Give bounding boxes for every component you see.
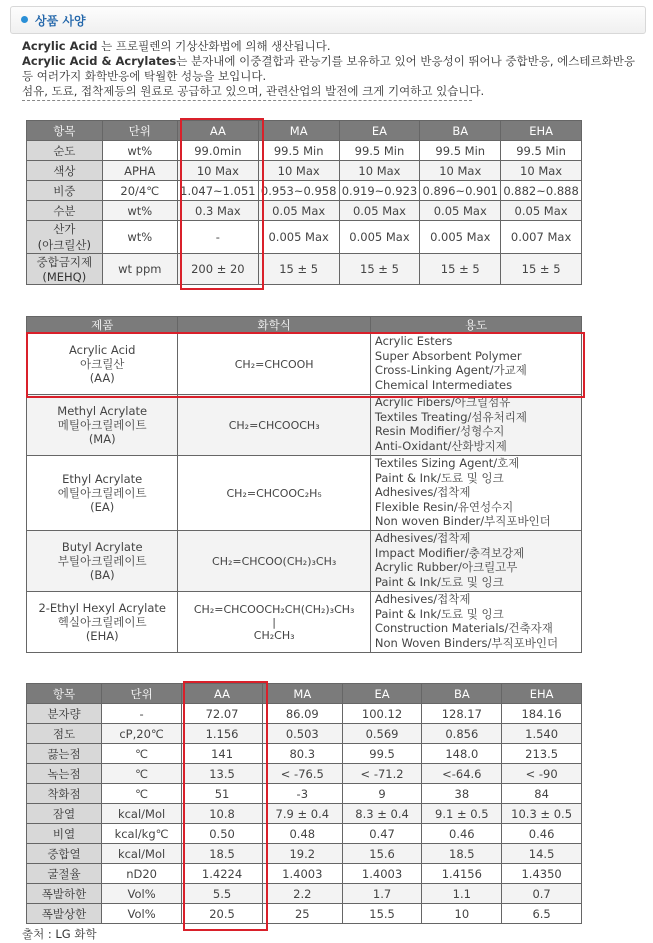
table-cell: 1.4156: [422, 864, 502, 884]
table-cell: 1.540: [502, 724, 582, 744]
table-cell: 0.005 Max: [339, 221, 420, 254]
table-cell: 25: [262, 904, 342, 924]
row-label: 분자량: [27, 704, 102, 724]
header-row: [27, 317, 582, 334]
product-code: (EA): [90, 500, 115, 514]
table-cell: ℃: [101, 784, 181, 804]
column-header: EA: [342, 684, 422, 704]
product-name-ko: 에틸아크릴레이트: [57, 486, 147, 500]
table-cell: 51: [182, 784, 263, 804]
product-name-en: Butyl Acrylate: [61, 540, 143, 554]
table-cell: wt%: [102, 201, 177, 221]
table-cell: 0.46: [502, 824, 582, 844]
table-cell: 1.4224: [182, 864, 263, 884]
table-cell: 5.5: [182, 884, 263, 904]
use-item: Textiles Treating/섬유처리제: [374, 409, 527, 424]
use-item: Anti-Oxidant/산화방지제: [374, 438, 507, 453]
product-name-cell: [27, 395, 178, 456]
row-label: 착화점: [27, 784, 102, 804]
formula-cell: [178, 456, 371, 531]
row-label: 비중: [27, 181, 103, 201]
divider: [22, 100, 472, 101]
table-cell: 99.5 Min: [339, 141, 420, 161]
table-cell: 148.0: [422, 744, 502, 764]
table-cell: 0.882~0.888: [501, 181, 582, 201]
table-cell: 99.5 Min: [501, 141, 582, 161]
chemical-formula: CH₂=CHCOO(CH₂)₃CH₃: [212, 554, 337, 568]
row-label: 굴절율: [27, 864, 102, 884]
table-cell: 0.005 Max: [420, 221, 501, 254]
table-cell: 13.5: [182, 764, 263, 784]
row-label: 색상: [27, 161, 103, 181]
product-name-cell: [27, 334, 178, 395]
column-header: AA: [177, 121, 258, 141]
column-header: EHA: [502, 684, 582, 704]
table-cell: 14.5: [502, 844, 582, 864]
section-title: 상품 사양: [35, 14, 86, 28]
table-cell: 10 Max: [339, 161, 420, 181]
table-cell: 2.2: [262, 884, 342, 904]
product-row: [27, 334, 582, 395]
use-item: Textiles Sizing Agent/호제: [374, 456, 520, 470]
table-row: [27, 254, 582, 285]
table-cell: kcal/Mol: [101, 804, 181, 824]
table-cell: 99.5 Min: [420, 141, 501, 161]
table-cell: 9: [342, 784, 422, 804]
use-item: Impact Modifier/충격보강제: [374, 545, 525, 560]
table-cell: -: [177, 221, 258, 254]
formula-cell: [178, 395, 371, 456]
table-cell: -: [101, 704, 181, 724]
table-cell: 0.05 Max: [501, 201, 582, 221]
product-row: [27, 456, 582, 531]
table-cell: 15.6: [342, 844, 422, 864]
table-cell: 1.1: [422, 884, 502, 904]
use-item: Non Woven Binders/부직포바인더: [374, 635, 559, 650]
table-cell: cP,20℃: [101, 724, 181, 744]
table-cell: 0.05 Max: [420, 201, 501, 221]
table-cell: 141: [182, 744, 263, 764]
row-label: 순도: [27, 141, 103, 161]
use-item: Super Absorbent Polymer: [374, 348, 522, 363]
row-label: 끓는점: [27, 744, 102, 764]
table-cell: 15 ± 5: [420, 254, 501, 285]
intro-line-1: Acrylic Acid 는 프로필렌의 기상산화법에 의해 생산됩니다.: [22, 39, 331, 53]
table-cell: kcal/kg℃: [101, 824, 181, 844]
table-cell: 8.3 ± 0.4: [342, 804, 422, 824]
table-cell: 0.7: [502, 884, 582, 904]
table-row: [27, 161, 582, 181]
table-row: [27, 784, 582, 804]
use-item: Acrylic Esters: [374, 334, 453, 348]
table-row: [27, 844, 582, 864]
column-header: 항목: [27, 684, 102, 704]
row-label: 점도: [27, 724, 102, 744]
table-cell: 184.16: [502, 704, 582, 724]
table-row: [27, 201, 582, 221]
table-cell: wt ppm: [102, 254, 177, 285]
table-cell: 1.4003: [262, 864, 342, 884]
table-cell: 18.5: [422, 844, 502, 864]
table-cell: 72.07: [182, 704, 263, 724]
table-row: [27, 744, 582, 764]
table-cell: 15 ± 5: [258, 254, 339, 285]
product-row: [27, 531, 582, 592]
table-cell: 0.05 Max: [258, 201, 339, 221]
column-header: BA: [420, 121, 501, 141]
section-title-bar: [10, 6, 646, 34]
table-cell: 0.953~0.958: [258, 181, 339, 201]
column-header: MA: [258, 121, 339, 141]
property-table: [26, 683, 582, 924]
product-name-cell: [27, 531, 178, 592]
table-cell: 100.12: [342, 704, 422, 724]
product-name-ko: 메틸아크릴레이트: [57, 418, 147, 432]
table-cell: 15 ± 5: [501, 254, 582, 285]
uses-cell: [370, 531, 581, 592]
table-cell: 10 Max: [258, 161, 339, 181]
table-cell: 213.5: [502, 744, 582, 764]
table-row: [27, 884, 582, 904]
table-cell: ℃: [101, 764, 181, 784]
use-item: Paint & Ink/도료 및 잉크: [374, 574, 504, 589]
table-cell: 1.7: [342, 884, 422, 904]
use-item: Acrylic Fibers/아크릴섬유: [374, 395, 511, 409]
uses-cell: [370, 456, 581, 531]
table-cell: 0.919~0.923: [339, 181, 420, 201]
table-cell: Vol%: [101, 904, 181, 924]
row-label: 잠열: [27, 804, 102, 824]
column-header: 항목: [27, 121, 103, 141]
table-cell: 10.3 ± 0.5: [502, 804, 582, 824]
table-cell: 20.5: [182, 904, 263, 924]
use-item: Flexible Resin/유연성수지: [374, 499, 514, 514]
table-cell: 19.2: [262, 844, 342, 864]
chemical-formula: CH₂=CHCOOCH₃: [228, 418, 320, 432]
table-cell: 99.5 Min: [258, 141, 339, 161]
product-name-ko: 부틸아크릴레이트: [57, 554, 147, 568]
formula-cell: [178, 334, 371, 395]
formula-cell: [178, 592, 371, 653]
table-cell: 1.4003: [342, 864, 422, 884]
table-row: [27, 864, 582, 884]
row-label: 산가 (아크릴산): [27, 221, 103, 254]
table-cell: 0.503: [262, 724, 342, 744]
use-item: Chemical Intermediates: [374, 377, 513, 392]
table-row: [27, 804, 582, 824]
use-item: Adhesives/접착제: [374, 592, 471, 606]
table-cell: 10 Max: [420, 161, 501, 181]
table-cell: wt%: [102, 141, 177, 161]
table-cell: 10: [422, 904, 502, 924]
spec-table: [26, 120, 582, 285]
table-row: [27, 181, 582, 201]
product-code: (MA): [88, 432, 116, 446]
formula-cell: [178, 531, 371, 592]
chemical-formula: CH₂=CHCOOC₂H₅: [226, 486, 322, 500]
use-item: Paint & Ink/도료 및 잉크: [374, 606, 504, 621]
table-cell: 15 ± 5: [339, 254, 420, 285]
product-name-ko: 헥실아크릴레이트: [57, 615, 147, 629]
product-name-cell: [27, 592, 178, 653]
table-cell: 20/4℃: [102, 181, 177, 201]
table-cell: 7.9 ± 0.4: [262, 804, 342, 824]
table-cell: 18.5: [182, 844, 263, 864]
column-header: 제품: [27, 317, 178, 334]
table-cell: 128.17: [422, 704, 502, 724]
table-cell: 0.005 Max: [258, 221, 339, 254]
table-cell: 10.8: [182, 804, 263, 824]
use-item: Acrylic Rubber/아크릴고무: [374, 560, 518, 574]
column-header: 단위: [102, 121, 177, 141]
row-label: 녹는점: [27, 764, 102, 784]
product-name-en: Methyl Acrylate: [57, 404, 148, 418]
product-code: (EHA): [85, 629, 119, 643]
use-item: Construction Materials/건축자재: [374, 621, 553, 635]
product-name-ko: 아크릴산: [79, 357, 125, 371]
table-cell: 0.007 Max: [501, 221, 582, 254]
use-item: Non woven Binder/부직포바인더: [374, 514, 551, 528]
table-cell: 0.05 Max: [339, 201, 420, 221]
table-cell: < -76.5: [262, 764, 342, 784]
table-cell: 0.856: [422, 724, 502, 744]
bullet-icon: [21, 16, 28, 23]
table-cell: ℃: [101, 744, 181, 764]
row-label: 수분: [27, 201, 103, 221]
column-header: MA: [262, 684, 342, 704]
table-cell: 99.5: [342, 744, 422, 764]
table-cell: 0.569: [342, 724, 422, 744]
table-cell: 9.1 ± 0.5: [422, 804, 502, 824]
column-header: EHA: [501, 121, 582, 141]
table-cell: nD20: [101, 864, 181, 884]
column-header: 용도: [370, 317, 581, 334]
table-row: [27, 764, 582, 784]
table-row: [27, 724, 582, 744]
table-cell: 1.047~1.051: [177, 181, 258, 201]
header-row: [27, 684, 582, 704]
product-row: [27, 395, 582, 456]
column-header: AA: [182, 684, 263, 704]
table-cell: Vol%: [101, 884, 181, 904]
table-cell: 0.46: [422, 824, 502, 844]
product-name-en: Acrylic Acid: [69, 343, 136, 357]
table-cell: < -90: [502, 764, 582, 784]
row-label: 비열: [27, 824, 102, 844]
use-item: Adhesives/접착제: [374, 531, 471, 545]
row-label: 폭발상한: [27, 904, 102, 924]
row-label: 중합열: [27, 844, 102, 864]
table-cell: 0.48: [262, 824, 342, 844]
table-cell: < -71.2: [342, 764, 422, 784]
table-row: [27, 704, 582, 724]
product-name-en: Ethyl Acrylate: [62, 472, 143, 486]
column-header: BA: [422, 684, 502, 704]
use-item: Resin Modifier/성형수지: [374, 424, 505, 438]
source-note: 출처 : LG 화학: [22, 927, 97, 941]
product-code: (BA): [89, 568, 115, 582]
table-cell: 1.4350: [502, 864, 582, 884]
table-row: [27, 904, 582, 924]
table-cell: <-64.6: [422, 764, 502, 784]
intro-text: [22, 39, 637, 99]
table-cell: 38: [422, 784, 502, 804]
table-cell: APHA: [102, 161, 177, 181]
intro-line-3: 섬유, 도료, 접착제등의 원료로 공급하고 있으며, 관련산업의 발전에 크게 기여하고 있습니다.: [22, 84, 485, 98]
chemical-formula: CH₂=CHCOOH: [234, 357, 314, 371]
table-cell: 200 ± 20: [177, 254, 258, 285]
row-label: 중합금지제 (MEHQ): [27, 254, 103, 285]
product-name-en: 2-Ethyl Hexyl Acrylate: [38, 601, 166, 615]
table-cell: 0.3 Max: [177, 201, 258, 221]
use-item: Cross-Linking Agent/가교제: [374, 363, 527, 377]
uses-cell: [370, 395, 581, 456]
table-cell: 0.896~0.901: [420, 181, 501, 201]
header-row: [27, 121, 582, 141]
use-item: Paint & Ink/도료 및 잉크: [374, 470, 504, 485]
table-row: [27, 141, 582, 161]
uses-cell: [370, 592, 581, 653]
table-cell: 6.5: [502, 904, 582, 924]
table-cell: 99.0min: [177, 141, 258, 161]
table-cell: -3: [262, 784, 342, 804]
column-header: EA: [339, 121, 420, 141]
intro-line-2: Acrylic Acid & Acrylates는 분자내에 이중결합과 관능기를 보유하고 있어 반응성이 뛰어나 중합반응, 에스테르화반응 등 여러가지 화학반응에 탁월한 성능을 보입니다.: [22, 54, 635, 83]
chemical-formula: CH₂=CHCOOCH₂CH(CH₂)₃CH₃ | CH₂CH₃: [193, 602, 355, 642]
table-cell: 80.3: [262, 744, 342, 764]
column-header: 단위: [101, 684, 181, 704]
table-cell: 0.50: [182, 824, 263, 844]
row-label: 폭발하한: [27, 884, 102, 904]
table-cell: kcal/Mol: [101, 844, 181, 864]
product-code: (AA): [89, 371, 115, 385]
uses-cell: [370, 334, 581, 395]
table-cell: 15.5: [342, 904, 422, 924]
table-cell: 86.09: [262, 704, 342, 724]
product-row: [27, 592, 582, 653]
table-cell: 10 Max: [501, 161, 582, 181]
table-cell: 1.156: [182, 724, 263, 744]
table-cell: 10 Max: [177, 161, 258, 181]
table-cell: wt%: [102, 221, 177, 254]
table-row: [27, 824, 582, 844]
table-cell: 0.47: [342, 824, 422, 844]
product-name-cell: [27, 456, 178, 531]
table-row: [27, 221, 582, 254]
product-table: [26, 316, 582, 653]
table-cell: 84: [502, 784, 582, 804]
column-header: 화학식: [178, 317, 371, 334]
use-item: Adhesives/접착제: [374, 485, 471, 499]
